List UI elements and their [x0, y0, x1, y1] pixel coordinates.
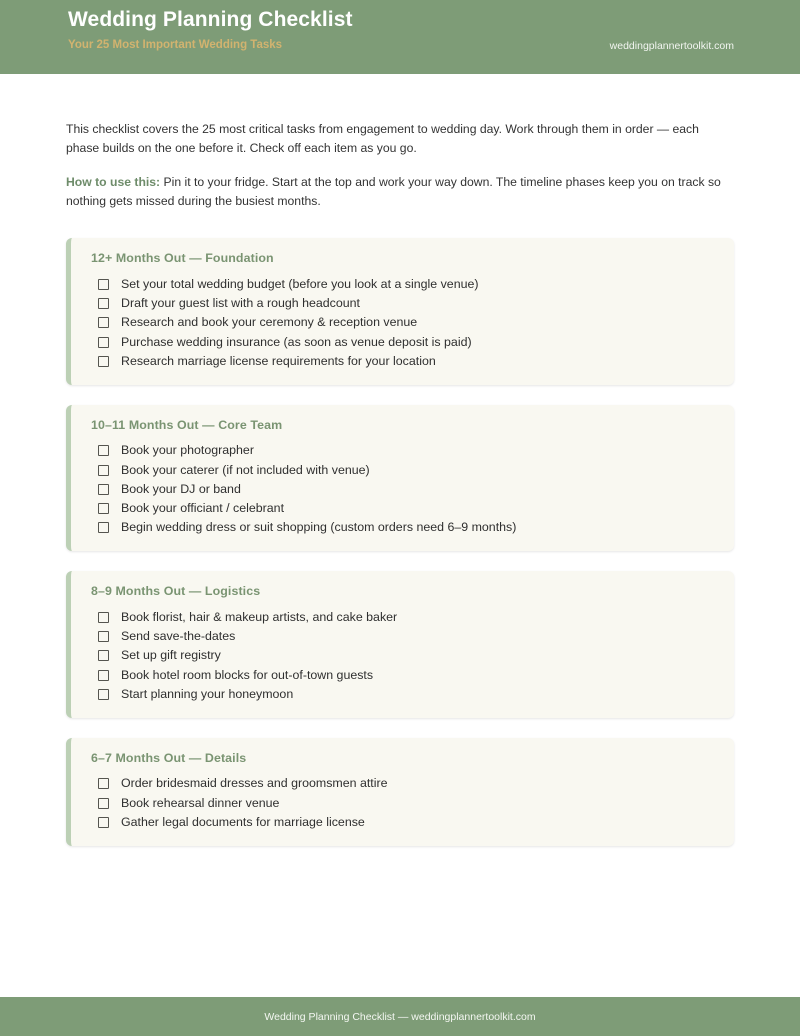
- checkbox-icon[interactable]: [98, 298, 109, 309]
- checkbox-icon[interactable]: [98, 279, 109, 290]
- checklist-item-label: Set up gift registry: [121, 648, 221, 663]
- checklist-item[interactable]: [91, 313, 716, 332]
- checkbox-icon[interactable]: [98, 798, 109, 809]
- card-item-list: [91, 607, 716, 703]
- checklist-item[interactable]: [91, 607, 716, 626]
- checklist-item[interactable]: [91, 332, 716, 351]
- checkbox-icon[interactable]: [98, 484, 109, 495]
- how-to-use-text: Pin it to your fridge. Start at the top and work your way down. The timeline phases keep you on track so nothing gets missed during the busiest months.: [66, 175, 721, 208]
- checkbox-icon[interactable]: [98, 465, 109, 476]
- checkbox-icon[interactable]: [98, 522, 109, 533]
- checklist-item-label: Gather legal documents for marriage license: [121, 814, 365, 829]
- how-to-use-paragraph: [66, 173, 734, 210]
- page-footer: [0, 997, 800, 1036]
- checklist-item[interactable]: [91, 646, 716, 665]
- checkbox-icon[interactable]: [98, 670, 109, 681]
- how-to-use-label: How to use this:: [66, 175, 161, 190]
- checklist-item-label: Book your officiant / celebrant: [121, 501, 285, 516]
- checkbox-icon[interactable]: [98, 631, 109, 642]
- checkbox-icon[interactable]: [98, 445, 109, 456]
- checklist-item[interactable]: [91, 812, 716, 831]
- checklist-card: [66, 738, 734, 846]
- checklist-item-label: Book your DJ or band: [121, 481, 241, 496]
- checklist-item-label: Book your photographer: [121, 443, 254, 458]
- checklist-item-label: Book rehearsal dinner venue: [121, 795, 280, 810]
- checklist-item[interactable]: [91, 518, 716, 537]
- footer-text: Wedding Planning Checklist — weddingplannertoolkit.com: [264, 1010, 536, 1023]
- checklist-item[interactable]: [91, 665, 716, 684]
- checklist-item[interactable]: [91, 274, 716, 293]
- checklist-card: [66, 571, 734, 717]
- checklist-item-label: Begin wedding dress or suit shopping (custom orders need 6–9 months): [121, 520, 517, 535]
- card-title: 8–9 Months Out — Logistics: [91, 584, 261, 599]
- page-header: [0, 0, 800, 74]
- checklist-card: [66, 238, 734, 384]
- card-item-list: [91, 441, 716, 537]
- checkbox-icon[interactable]: [98, 317, 109, 328]
- checklist-item-label: Book florist, hair & makeup artists, and cake baker: [121, 609, 398, 624]
- checklist-item-label: Set your total wedding budget (before you look at a single venue): [121, 276, 479, 291]
- checklist-item-label: Research and book your ceremony & reception venue: [121, 315, 418, 330]
- checklist-item[interactable]: [91, 351, 716, 370]
- intro-section: [0, 74, 800, 210]
- checkbox-icon[interactable]: [98, 650, 109, 661]
- header-site-url: weddingplannertoolkit.com: [609, 40, 734, 52]
- checkbox-icon[interactable]: [98, 503, 109, 514]
- card-item-list: [91, 774, 716, 832]
- checklist-item-label: Order bridesmaid dresses and groomsmen attire: [121, 776, 388, 791]
- checklist-item[interactable]: [91, 293, 716, 312]
- checklist-item-label: Research marriage license requirements for your location: [121, 353, 436, 368]
- card-item-list: [91, 274, 716, 370]
- checkbox-icon[interactable]: [98, 337, 109, 348]
- checklist-card: [66, 405, 734, 551]
- checklist-item[interactable]: [91, 441, 716, 460]
- checklist-item[interactable]: [91, 684, 716, 703]
- checklist-item-label: Draft your guest list with a rough headcount: [121, 296, 360, 311]
- checklist-item-label: Book your caterer (if not included with venue): [121, 462, 370, 477]
- page-title: Wedding Planning Checklist: [68, 8, 353, 31]
- checklist-item-label: Book hotel room blocks for out-of-town guests: [121, 667, 374, 682]
- checklist-item[interactable]: [91, 793, 716, 812]
- checklist-cards: [0, 222, 800, 845]
- checklist-item-label: Send save-the-dates: [121, 629, 236, 644]
- checklist-item[interactable]: [91, 479, 716, 498]
- page-content: [0, 74, 800, 866]
- checkbox-icon[interactable]: [98, 778, 109, 789]
- checklist-item[interactable]: [91, 460, 716, 479]
- checkbox-icon[interactable]: [98, 356, 109, 367]
- checklist-item-label: Start planning your honeymoon: [121, 686, 294, 701]
- card-title: 10–11 Months Out — Core Team: [91, 417, 283, 432]
- checklist-item[interactable]: [91, 499, 716, 518]
- checkbox-icon[interactable]: [98, 817, 109, 828]
- checklist-item[interactable]: [91, 626, 716, 645]
- card-title: 6–7 Months Out — Details: [91, 750, 247, 765]
- card-title: 12+ Months Out — Foundation: [91, 251, 274, 266]
- checklist-item[interactable]: [91, 774, 716, 793]
- page-subtitle: Your 25 Most Important Wedding Tasks: [68, 39, 283, 51]
- checklist-item-label: Purchase wedding insurance (as soon as venue deposit is paid): [121, 334, 472, 349]
- intro-paragraph: This checklist covers the 25 most critical tasks from engagement to wedding day. Work through them in order — each phase builds on the one before it. Check off each item as you go.: [66, 122, 699, 155]
- checkbox-icon[interactable]: [98, 612, 109, 623]
- checkbox-icon[interactable]: [98, 689, 109, 700]
